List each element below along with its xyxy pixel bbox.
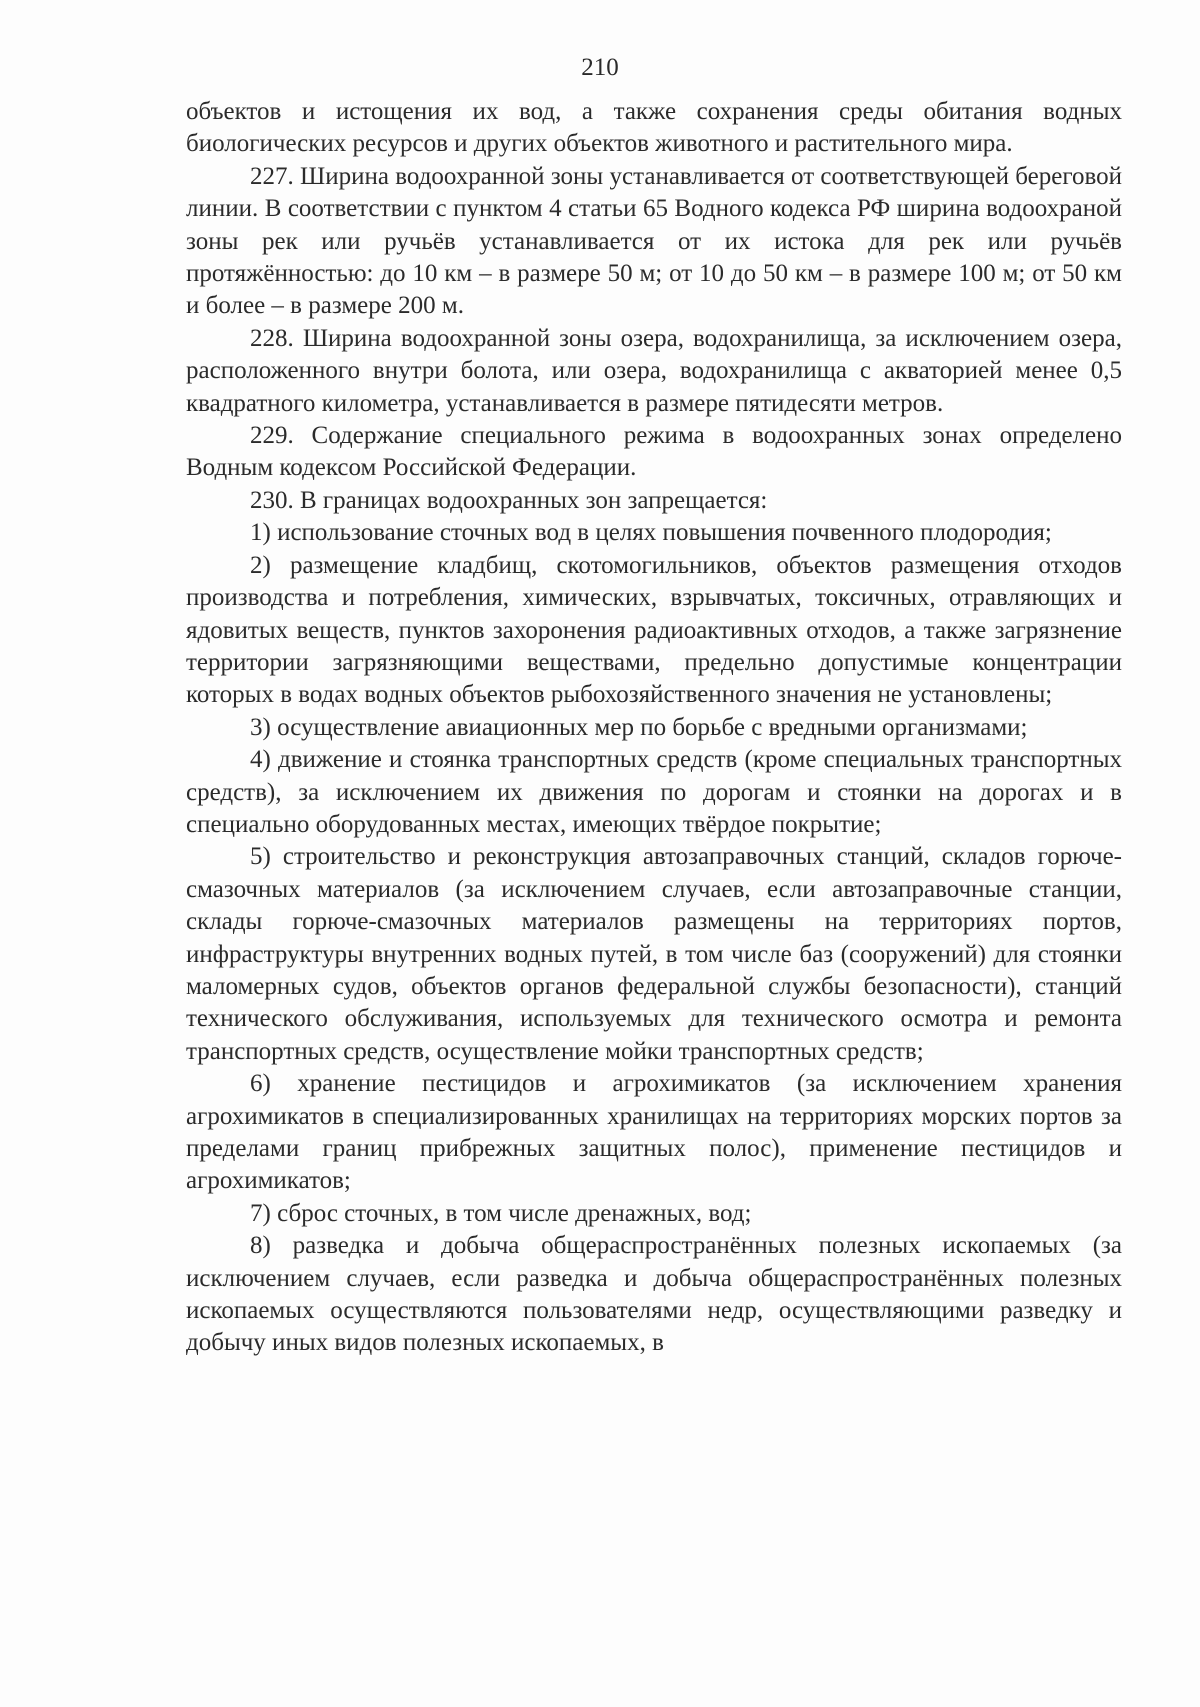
page-number: 210: [581, 54, 619, 81]
paragraph-continuation: объектов и истощения их вод, а также сохранения среды обитания водных биологических ресурсов и других объектов животного и растительного мира.: [186, 98, 1122, 158]
list-item-4: 4) движение и стоянка транспортных средств (кроме специальных транспортных средств), за исключением их движения по дорогам и стоянки на дорогах и в специально оборудованных местах, имеющих твёрдое покрытие;: [186, 746, 1122, 838]
list-item-6: 6) хранение пестицидов и агрохимикатов (за исключением хранения агрохимикатов в специализированных хранилищах на территориях морских портов за пределами границ прибрежных защитных полос), применение пестицидов и агрохимикатов;: [186, 1070, 1122, 1195]
list-item-8: 8) разведка и добыча общераспространённых полезных ископаемых (за исключением случаев, если разведка и добыча общераспространённых полезных ископаемых осуществляются пользователями недр, осуществляющими разведку и добычу иных видов полезных ископаемых, в: [186, 1232, 1122, 1357]
paragraph-227: 227. Ширина водоохранной зоны устанавливается от соответствующей береговой линии. В соответствии с пунктом 4 статьи 65 Водного кодекса РФ ширина водоохраной зоны рек или ручьёв устанавливается от их истока для рек или ручьёв протяжённостью: до 10 км – в размере 50 м; от 10 до 50 км – в размере 100 м; от 50 км и более – в размере 200 м.: [186, 162, 1122, 320]
paragraph-229: 229. Содержание специального режима в водоохранных зонах определено Водным кодексом Российской Федерации.: [186, 422, 1122, 482]
list-item-2: 2) размещение кладбищ, скотомогильников, объектов размещения отходов производства и потребления, химических, взрывчатых, токсичных, отравляющих и ядовитых веществ, пунктов захоронения радиоактивных отходов, а также загрязнение территории загрязняющими веществами, предельно допустимые концентрации которых в водах водных объектов рыбохозяйственного значения не установлены;: [186, 551, 1122, 709]
paragraph-228: 228. Ширина водоохранной зоны озера, водохранилища, за исключением озера, расположенного внутри болота, или озера, водохранилища с акваторией менее 0,5 квадратного километра, устанавливается в размере пятидесяти метров.: [186, 324, 1122, 417]
list-item-1: 1) использование сточных вод в целях повышения почвенного плодородия;: [250, 519, 1052, 547]
list-item-5: 5) строительство и реконструкция автозаправочных станций, складов горюче-смазочных материалов (за исключением случаев, если автозаправочные станции, склады горюче-смазочных материалов размещены на территориях портов, инфраструктуры внутренних водных путей, в том числе баз (сооружений) для стоянки маломерных судов, объектов органов федеральной службы безопасности), станций технического обслуживания, используемых для технического осмотра и ремонта транспортных средств, осуществление мойки транспортных средств;: [186, 843, 1122, 1065]
paragraph-230: 230. В границах водоохранных зон запрещается:: [250, 486, 768, 514]
list-item-3: 3) осуществление авиационных мер по борьбе с вредными организмами;: [250, 713, 1028, 741]
list-item-7: 7) сброс сточных, в том числе дренажных, вод;: [250, 1199, 752, 1227]
document-body: [186, 96, 1122, 1360]
